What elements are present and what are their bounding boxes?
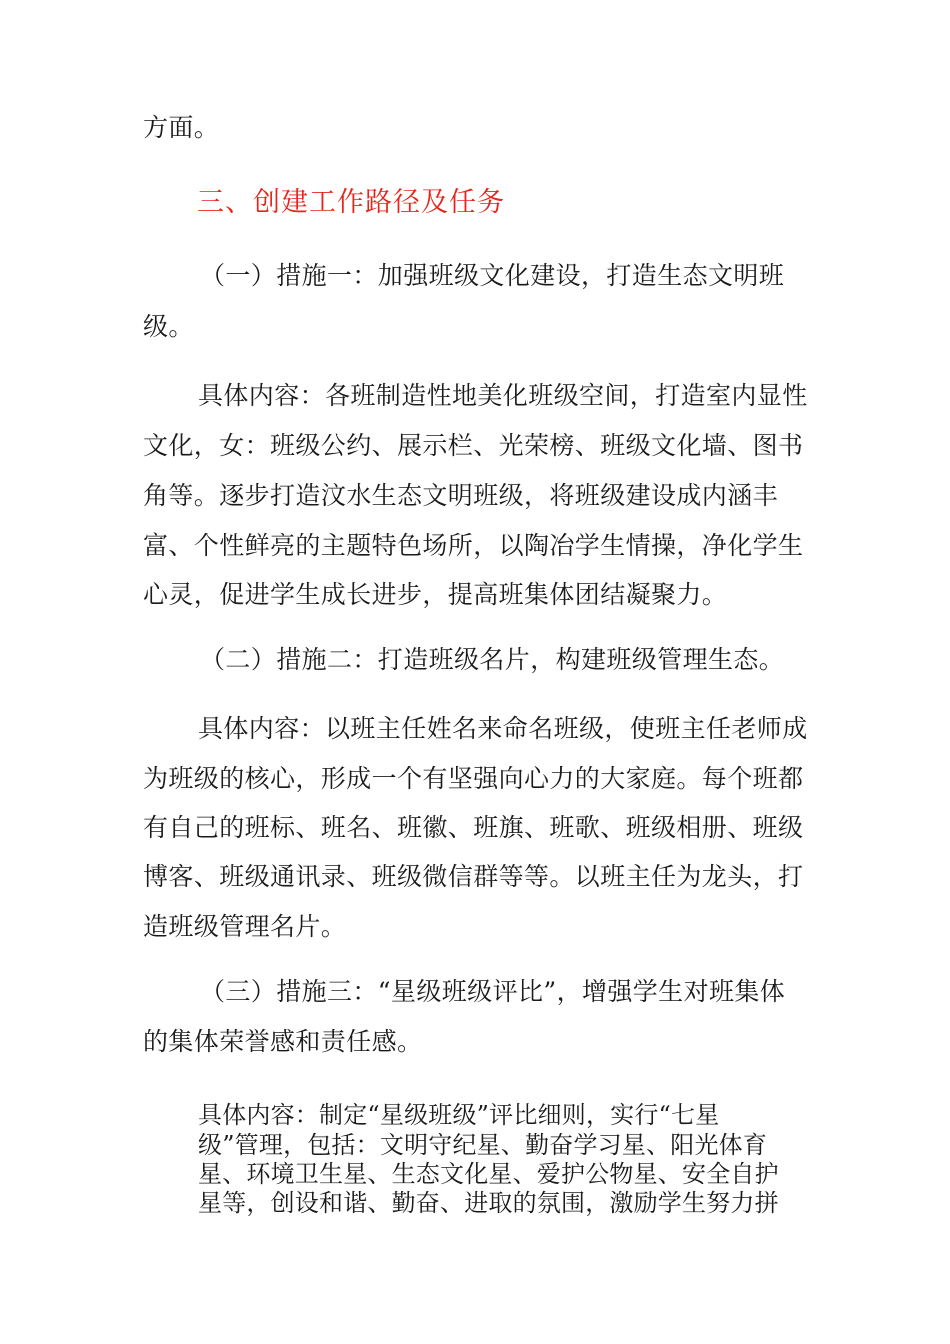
text-line: 级”管理，包括：文明守纪星、勤奋学习星、阳光体育 (198, 1131, 768, 1159)
text-line: 心灵，促进学生成长进步，提高班集体团结凝聚力。 (143, 580, 728, 609)
text-line: 为班级的核心，形成一个有坚强向心力的大家庭。每个班都 (143, 764, 804, 793)
text-line: 造班级管理名片。 (143, 912, 347, 941)
text-line: 角等。逐步打造汶水生态文明班级，将班级建设成内涵丰 (143, 481, 779, 510)
text-line: 博客、班级通讯录、班级微信群等等。以班主任为龙头，打 (143, 862, 804, 891)
text-line: 方面。 (143, 113, 220, 142)
measure-heading: （三）措施三：“星级班级评比”，增强学生对班集体 (200, 977, 786, 1006)
text-line: 的集体荣誉感和责任感。 (143, 1027, 423, 1056)
text-line: 星等，创设和谐、勤奋、进取的氛围，激励学生努力拼 (198, 1189, 779, 1217)
section-heading: 三、创建工作路径及任务 (197, 187, 505, 218)
text-line: 星、环境卫生星、生态文化星、爱护公物星、安全自护 (198, 1160, 779, 1188)
text-line: 富、个性鲜亮的主题特色场所，以陶冶学生情操，净化学生 (143, 531, 804, 560)
measure-heading: （二）措施二：打造班级名片，构建班级管理生态。 (200, 645, 785, 674)
text-line: 具体内容：各班制造性地美化班级空间，打造室内显性 (198, 381, 808, 410)
text-line: 级。 (143, 312, 194, 341)
text-line: 具体内容：制定“星级班级”评比细则，实行“七星 (198, 1101, 720, 1129)
text-line: 文化，女：班级公约、展示栏、光荣榜、班级文化墙、图书 (143, 431, 804, 460)
text-line: 具体内容：以班主任姓名来命名班级，使班主任老师成 (198, 714, 808, 743)
text-line: 有自己的班标、班名、班徽、班旗、班歌、班级相册、班级 (143, 813, 804, 842)
measure-heading: （一）措施一：加强班级文化建设，打造生态文明班 (200, 261, 785, 290)
